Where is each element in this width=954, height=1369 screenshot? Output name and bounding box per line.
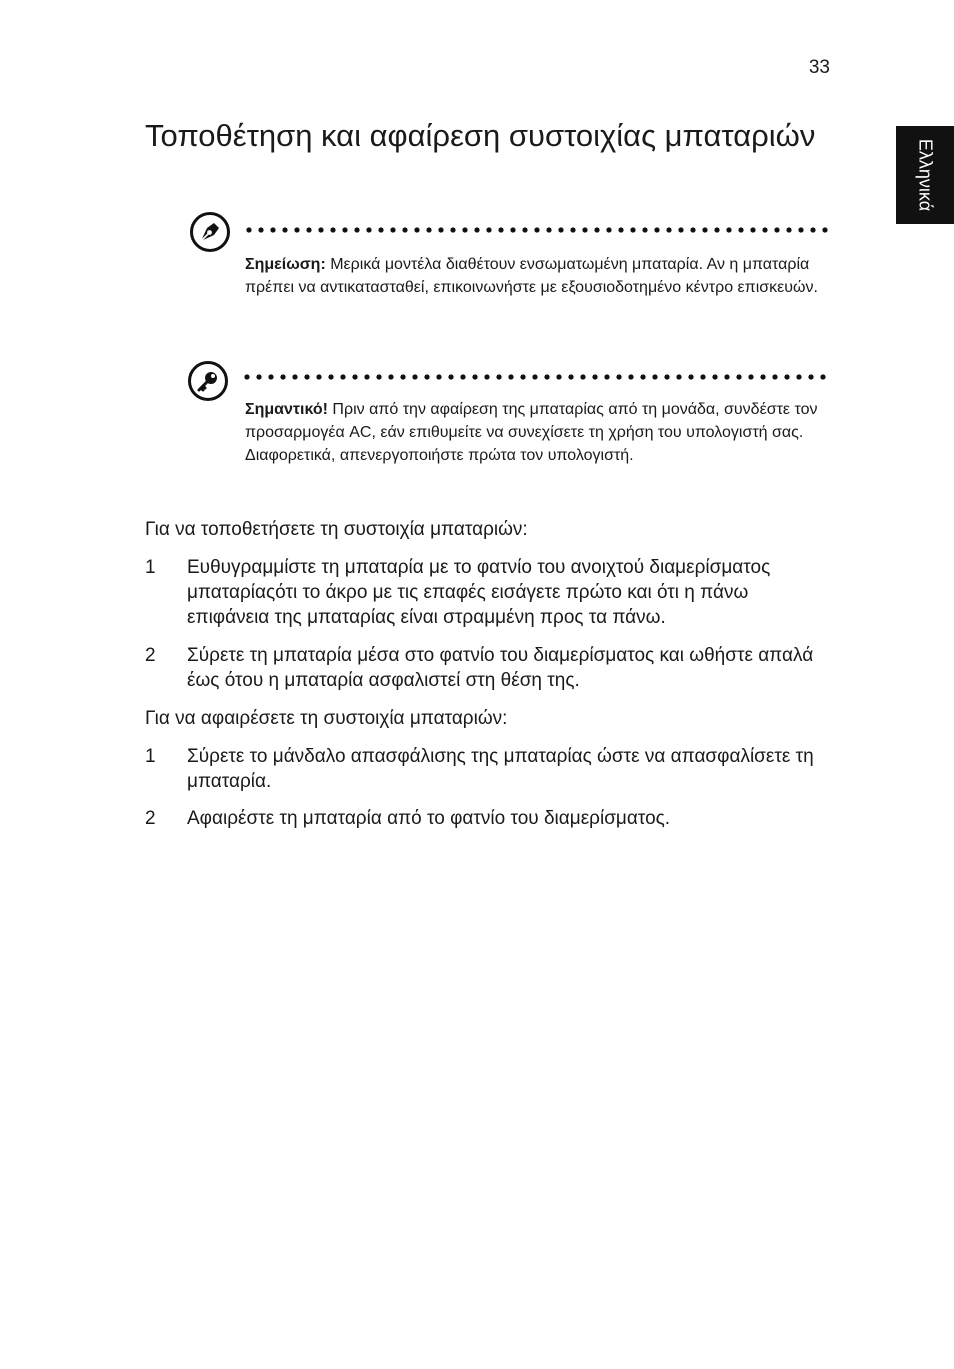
- important-label: Σημαντικό!: [245, 401, 328, 418]
- step-number: 1: [145, 746, 156, 767]
- important-divider: [241, 374, 829, 380]
- language-tab-label: Ελληνικά: [915, 138, 936, 212]
- step-number: 2: [145, 645, 156, 666]
- key-icon: [188, 361, 228, 401]
- step-text: Αφαιρέστε τη μπαταρία από το φατνίο του διαμερίσματος.: [187, 808, 671, 829]
- step-text: Σύρετε τη μπαταρία μέσα στο φατνίο του διαμερίσματος και ωθήστε απαλά έως ότου η μπαταρία ασφαλιστεί στη θέση της.: [187, 645, 814, 691]
- note-label: Σημείωση:: [245, 256, 326, 273]
- page-number: 33: [808, 57, 830, 78]
- important-body: Πριν από την αφαίρεση της μπαταρίας από τη μονάδα, συνδέστε τον προσαρμογέα AC, εάν επιθυμείτε να συνεχίσετε τη χρήση του υπολογιστή σας. Διαφορετικά, απενεργοποιήστε πρώτα τον υπολογιστή.: [245, 401, 818, 464]
- page-title: Τοποθέτηση και αφαίρεση συστοιχίας μπαταριών: [145, 118, 816, 153]
- step-text: Ευθυγραμμίστε τη μπαταρία με το φατνίο του ανοιχτού διαμερίσματος μπαταρίαςότι το άκρο με τις επαφές εισάγετε πρώτο και ότι η πάνω επιφάνεια της μπαταρίας είναι στραμμένη προς τα πάνω.: [187, 557, 771, 628]
- remove-intro: Για να αφαιρέσετε τη συστοιχία μπαταριών:: [145, 708, 508, 729]
- step-text: Σύρετε το μάνδαλο απασφάλισης της μπαταρίας ώστε να απασφαλίσετε τη μπαταρία.: [187, 746, 814, 792]
- note-text: [245, 253, 825, 299]
- language-tab: [896, 126, 954, 224]
- pen-nib-icon: [190, 212, 230, 252]
- important-text: [245, 398, 825, 467]
- step-number: 1: [145, 557, 156, 578]
- step-number: 2: [145, 808, 156, 829]
- note-divider: [243, 227, 831, 233]
- install-intro: Για να τοποθετήσετε τη συστοιχία μπαταριών:: [145, 519, 528, 540]
- note-body: Μερικά μοντέλα διαθέτουν ενσωματωμένη μπαταρία. Αν η μπαταρία πρέπει να αντικατασταθεί, επικοινωνήστε με εξουσιοδοτημένο κέντρο επισκευών.: [245, 256, 818, 296]
